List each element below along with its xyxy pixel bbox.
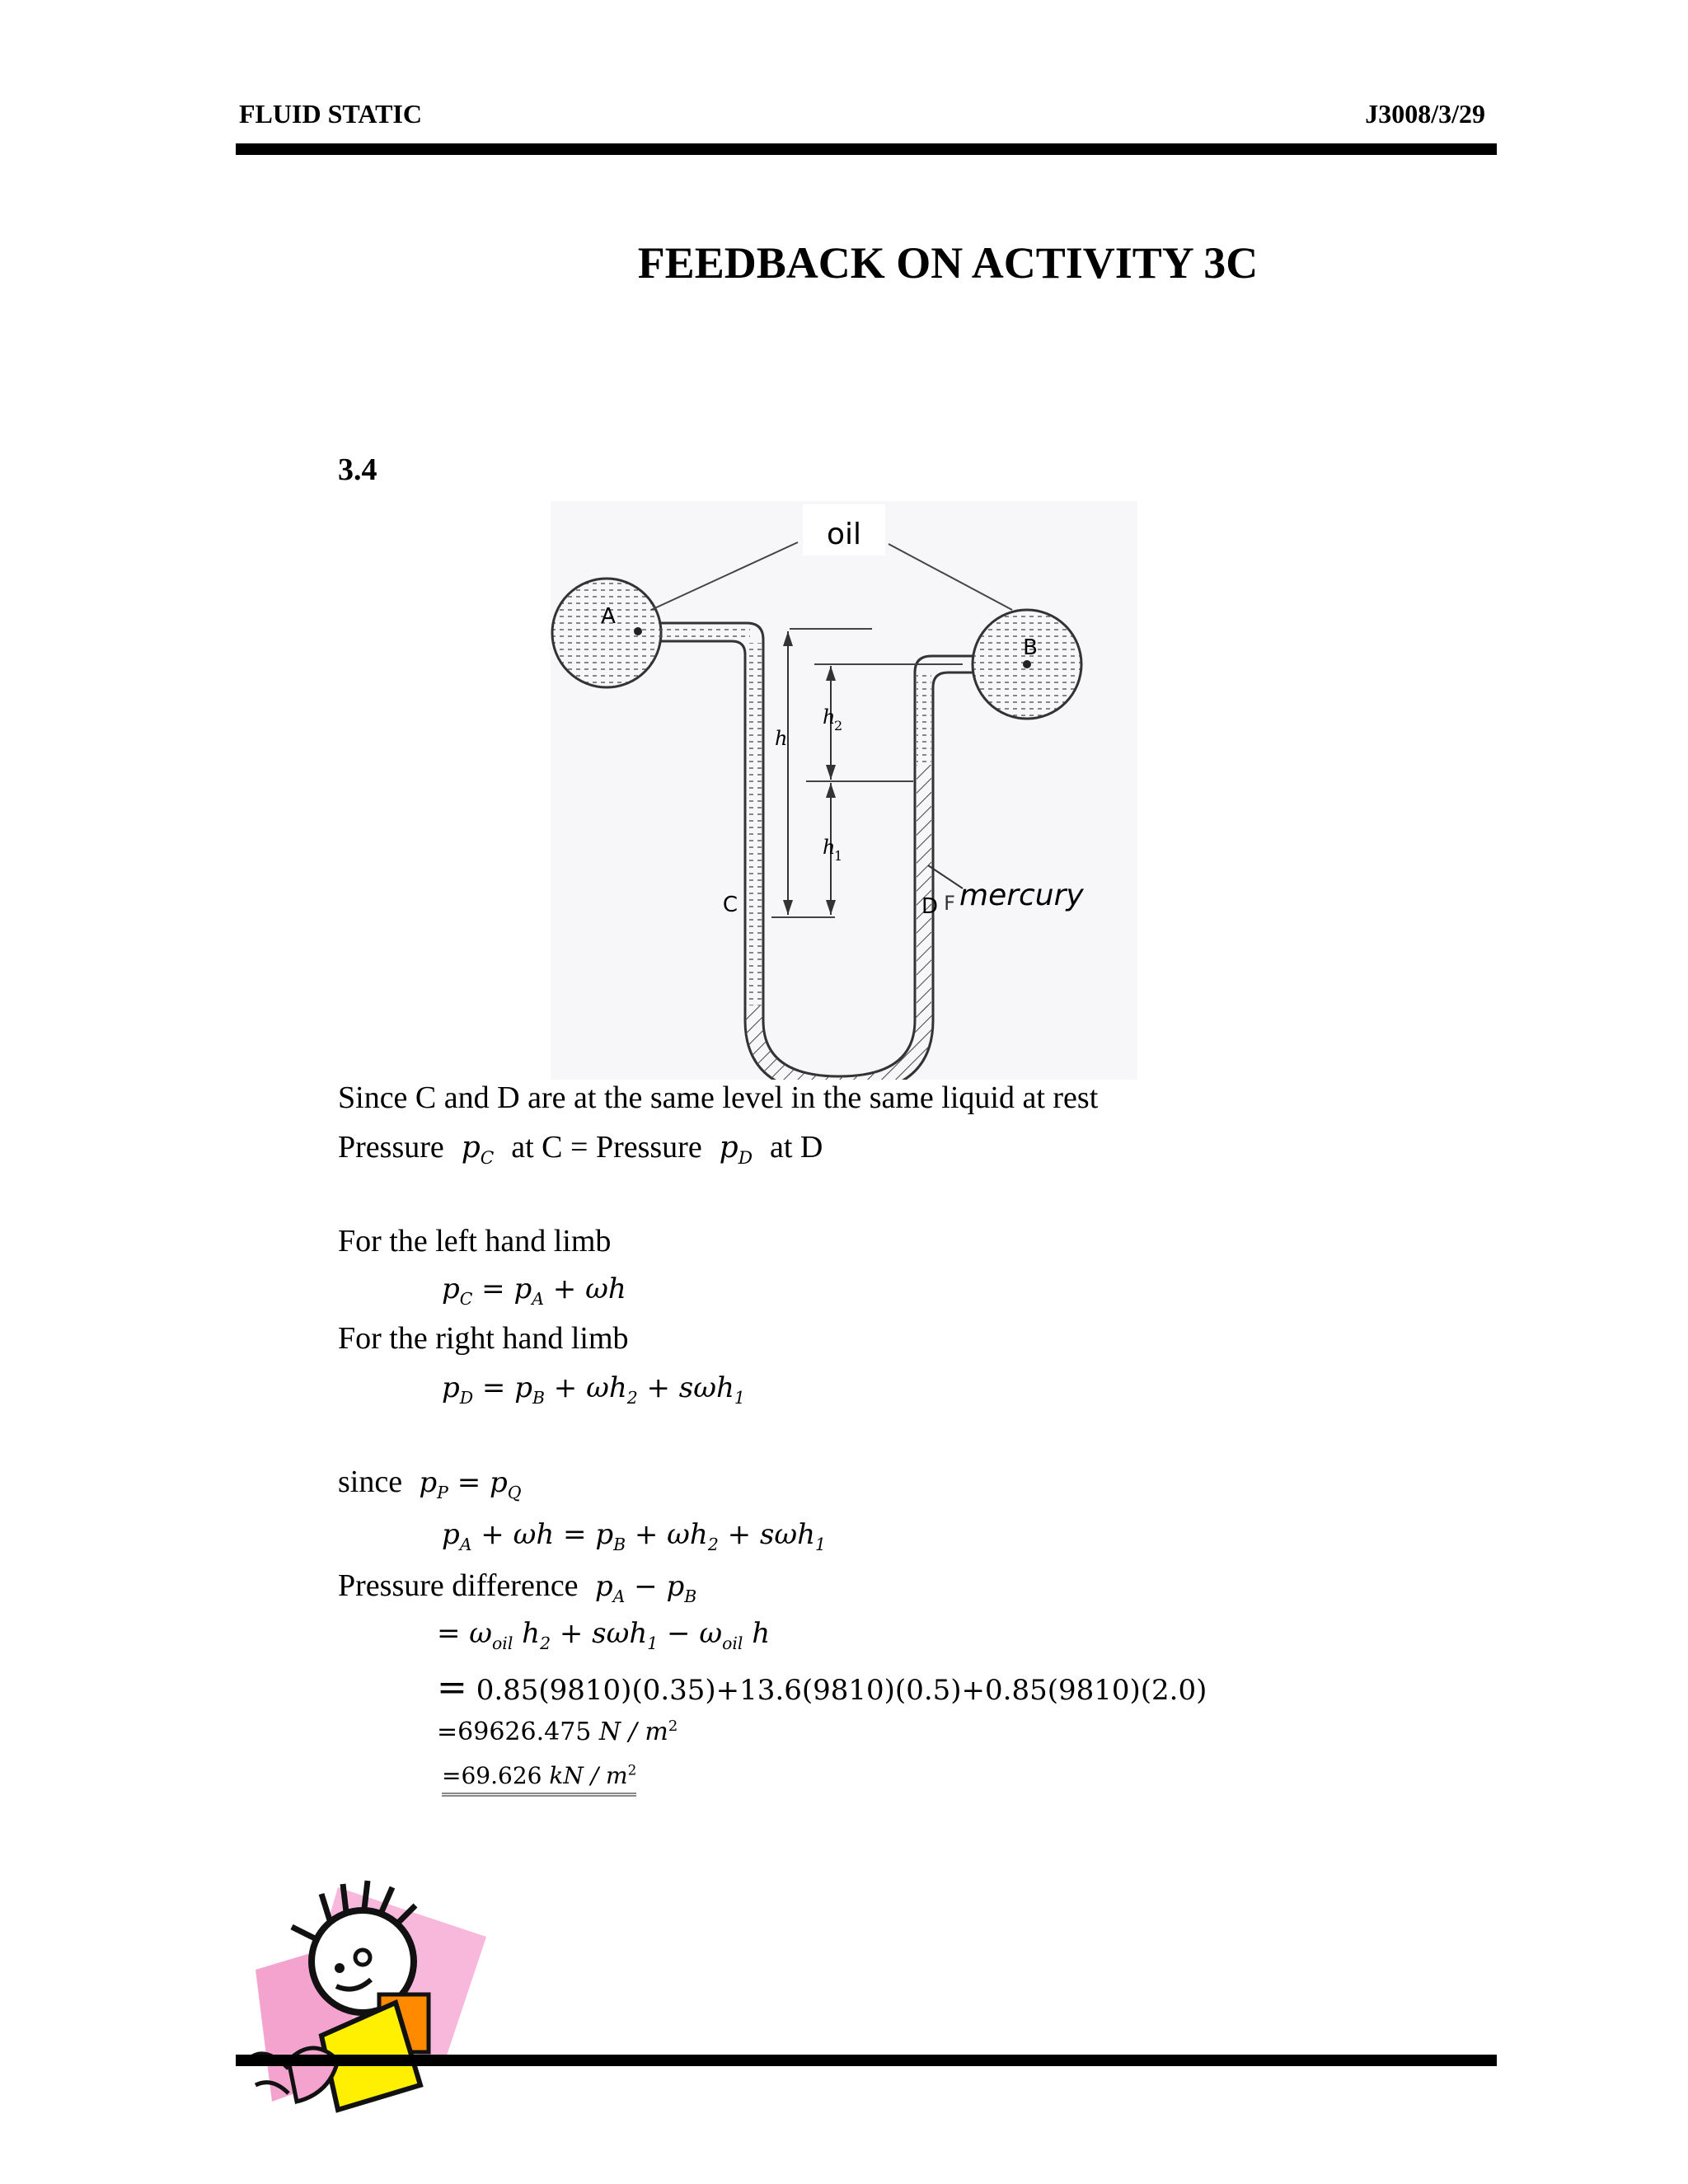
since-word: since: [338, 1465, 403, 1499]
eq-substitution: = $\omega_{oil}$ $h_2 + s\omega h_1 - \omega_{oil}$ h: [437, 1617, 771, 1653]
pressure-at-d: at D: [769, 1130, 823, 1165]
symbol-pd: $p_D$: [710, 1131, 753, 1169]
header-rule: [236, 143, 1497, 155]
statement-same-level: Since C and D are at the same level in the same liquid at rest: [338, 1080, 1099, 1115]
reading-kid-clipart: [239, 1871, 511, 2118]
label-a: A: [601, 604, 616, 629]
point-b: [1023, 660, 1031, 668]
manometer-figure: [551, 501, 1137, 1080]
label-h: h: [775, 727, 788, 750]
pressure-difference-line: [338, 1569, 696, 1605]
oil-pointer-left: [651, 542, 798, 610]
label-h1: h: [823, 836, 836, 859]
header-title: FLUID STATIC: [239, 99, 422, 129]
eq-pa-minus-pb: $p_A - p_B$: [586, 1570, 697, 1606]
label-b: B: [1023, 635, 1038, 660]
label-mercury: mercury: [959, 879, 1084, 912]
result-n-unit: N / m: [598, 1718, 668, 1746]
header-page-ref: J3008/3/29: [1365, 99, 1485, 129]
pressure-word: Pressure: [338, 1130, 444, 1165]
label-h2: h: [823, 705, 836, 729]
final-answer: =69.626 kN / $m^2$: [442, 1762, 636, 1797]
point-a: [634, 627, 642, 635]
left-limb-heading: For the left hand limb: [338, 1224, 612, 1258]
result-kn-unit: kN / m: [549, 1762, 628, 1790]
result-kn-value: 69.626: [461, 1762, 542, 1790]
vessel-a: [552, 579, 661, 687]
eq-balance: $p_A + \omega h = p_B + \omega h_2 + s\omega h_1$: [442, 1518, 826, 1554]
label-f: F: [944, 892, 955, 915]
eq-right-limb: $p_D = p_B + \omega h_2 + s\omega h_1$: [442, 1371, 745, 1408]
right-limb-heading: For the right hand limb: [338, 1321, 629, 1356]
oil-pointer-right: [889, 544, 1012, 610]
symbol-pc: $p_C$: [452, 1131, 495, 1169]
eq-pp-pq: $p_P = p_Q$: [410, 1466, 522, 1502]
label-d: D: [921, 894, 939, 919]
label-h1-sub: 1: [834, 848, 843, 864]
result-n-value: 69626.475: [457, 1718, 592, 1746]
since-line: [338, 1465, 521, 1502]
eq-result-n: =69626.475 N / $m^2$: [437, 1718, 678, 1746]
kid-illustration: [239, 1871, 511, 2118]
label-oil: oil: [826, 518, 862, 551]
eq-result-kn: [442, 1762, 636, 1789]
numeric-expression: 0.85(9810)(0.35)+13.6(9810)(0.5)+0.85(9810)(2.0): [476, 1674, 1207, 1707]
manometer-diagram: [551, 501, 1137, 1080]
section-number: 3.4: [338, 452, 377, 487]
label-c: C: [722, 893, 738, 917]
statement-pressure-equal: [338, 1131, 823, 1169]
pressure-at-c: at C = Pressure: [511, 1130, 702, 1165]
page-title: FEEDBACK ON ACTIVITY 3C: [637, 238, 1259, 288]
eq-numeric: = 0.85(9810)(0.35)+13.6(9810)(0.5)+0.85(9810)(2.0): [437, 1666, 1207, 1708]
eq-left-limb: $p_C = p_A + \omega h$: [442, 1272, 626, 1309]
footer-rule: [236, 2055, 1497, 2066]
label-h2-sub: 2: [834, 718, 843, 733]
pressure-difference-label: Pressure difference: [338, 1568, 579, 1603]
